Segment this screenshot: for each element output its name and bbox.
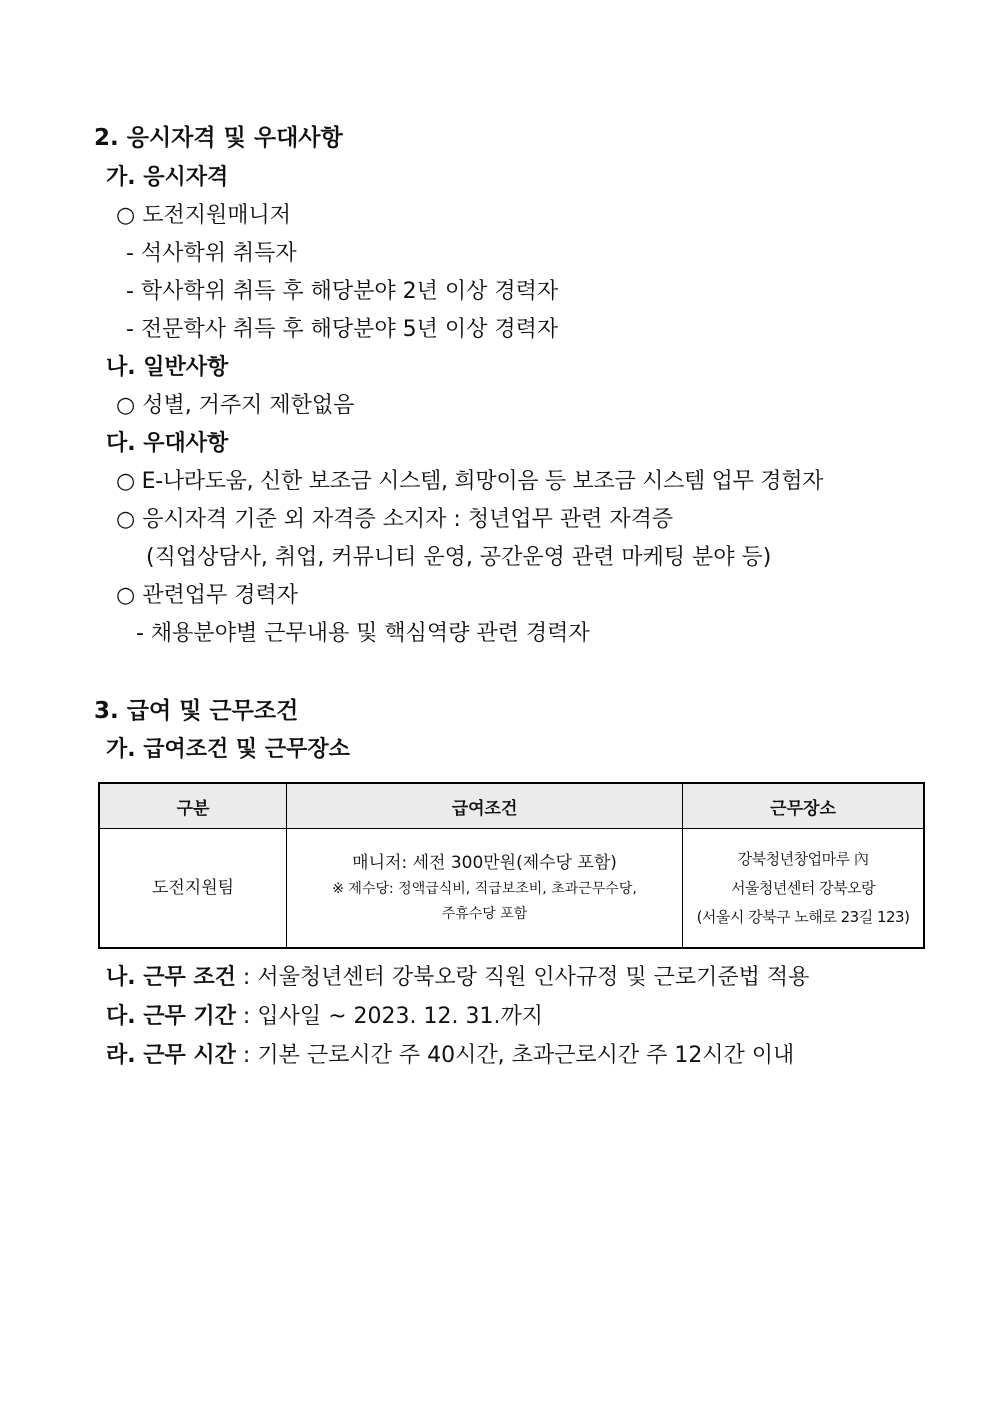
list-item: - 석사학위 취득자	[126, 241, 297, 266]
list-item: - 채용분야별 근무내용 및 핵심역량 관련 경력자	[136, 621, 590, 646]
pay-note: ※ 제수당: 정액급식비, 직급보조비, 초과근무수당,	[332, 881, 637, 897]
pay-note: 주휴수당 포함	[441, 906, 528, 922]
table-header: 구분	[99, 783, 287, 829]
condition-line	[106, 1042, 794, 1070]
place-line: 서울청년센터 강북오랑	[730, 878, 876, 897]
section2-a-heading: 가. 응시자격	[106, 165, 229, 190]
condition-line	[106, 964, 809, 992]
place-line: (서울시 강북구 노해로 23길 123)	[696, 907, 910, 926]
place-line: 강북청년창업마루 內	[737, 849, 869, 868]
section2-c-heading: 다. 우대사항	[106, 431, 229, 456]
table-cell-category	[99, 829, 287, 949]
section2-title: 2. 응시자격 및 우대사항	[94, 125, 343, 151]
condition-label: 나. 근무 조건	[106, 965, 236, 990]
table-cell-pay	[287, 829, 683, 949]
table-header: 급여조건	[287, 783, 683, 829]
condition-value: : 기본 근로시간 주 40시간, 초과근로시간 주 12시간 이내	[235, 1043, 795, 1068]
table-row	[99, 829, 924, 949]
list-item: ○ 도전지원매니저	[116, 203, 291, 228]
table-header: 근무장소	[683, 783, 924, 829]
section3-title: 3. 급여 및 근무조건	[94, 698, 299, 724]
category-text: 도전지원팀	[151, 878, 235, 898]
condition-value: : 입사일 ~ 2023. 12. 31.까지	[235, 1004, 543, 1029]
pay-main: 매니저: 세전 300만원(제수당 포함)	[352, 853, 617, 873]
table-header-row	[99, 783, 924, 829]
section3-a-heading: 가. 급여조건 및 근무장소	[106, 737, 350, 762]
condition-value: : 서울청년센터 강북오랑 직원 인사규정 및 근로기준법 적용	[235, 965, 810, 990]
condition-label: 라. 근무 시간	[106, 1043, 236, 1068]
condition-label: 다. 근무 기간	[106, 1004, 236, 1029]
list-item: ○ E-나라도움, 신한 보조금 시스템, 희망이음 등 보조금 시스템 업무 경험자	[116, 469, 824, 494]
list-item: ○ 관련업무 경력자	[116, 583, 298, 608]
list-item: - 전문학사 취득 후 해당분야 5년 이상 경력자	[126, 317, 559, 342]
table-cell-place	[683, 829, 924, 949]
condition-line	[106, 1003, 543, 1031]
list-item: ○ 성별, 거주지 제한없음	[116, 393, 355, 418]
pay-table	[98, 782, 925, 949]
list-item: - 학사학위 취득 후 해당분야 2년 이상 경력자	[126, 279, 559, 304]
list-item: (직업상담사, 취업, 커뮤니티 운영, 공간운영 관련 마케팅 분야 등)	[146, 545, 772, 570]
section2-b-heading: 나. 일반사항	[106, 355, 229, 380]
list-item: ○ 응시자격 기준 외 자격증 소지자 : 청년업무 관련 자격증	[116, 507, 674, 532]
